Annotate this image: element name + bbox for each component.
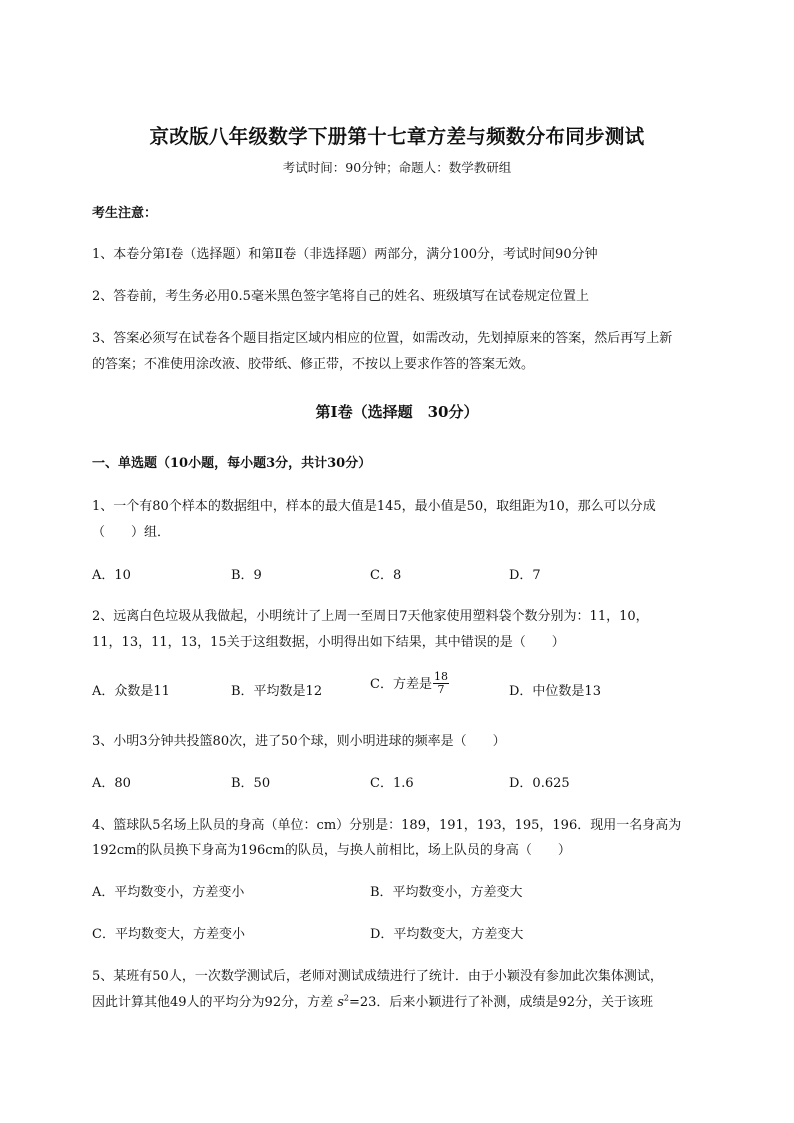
- question-4-text: 4、篮球队5名场上队员的身高（单位：cm）分别是：189，191，193，195，196．现用一名身高为: [92, 818, 682, 833]
- q3-option-a: A．80: [92, 776, 131, 791]
- notice-heading: 考生注意：: [92, 206, 158, 221]
- q2-option-a: A．众数是11: [92, 684, 170, 699]
- section-title: 第I卷（选择题 30分）: [315, 403, 479, 421]
- q4-option-b: B．平均数变小，方差变大: [370, 885, 523, 900]
- q5-text-part-a: 因此计算其他49人的平均分为92分，方差: [92, 995, 338, 1010]
- fraction-numerator: 18: [433, 670, 448, 683]
- q1-option-d: D．7: [509, 568, 541, 583]
- question-5-text-cont: [92, 991, 653, 1010]
- q4-option-d: D．平均数变大，方差变大: [370, 927, 524, 942]
- exam-info: 考试时间：90分钟；命题人：数学教研组: [282, 160, 512, 175]
- q1-option-c: C．8: [370, 568, 402, 583]
- q3-option-c: C．1.6: [370, 776, 414, 791]
- q2-option-c-label: C．方差是: [370, 677, 432, 692]
- question-2-text-cont: 11，13，11，13，15关于这组数据，小明得出如下结果，其中错误的是（ ）: [92, 635, 565, 650]
- notice-item-3: 3、答案必须写在试卷各个题目指定区域内相应的位置，如需改动，先划掉原来的答案，然后再写上新: [92, 331, 673, 346]
- question-2-text: 2、远离白色垃圾从我做起，小明统计了上周一至周日7天他家使用塑料袋个数分别为：11，10，: [92, 609, 649, 624]
- q3-option-b: B．50: [231, 776, 271, 791]
- q4-option-a: A．平均数变小，方差变小: [92, 885, 245, 900]
- fraction: [433, 671, 449, 696]
- document-title: 京改版八年级数学下册第十七章方差与频数分布同步测试: [149, 125, 645, 148]
- q1-option-b: B．9: [231, 568, 262, 583]
- q5-text-part-b: =23．后来小颖进行了补测，成绩是92分，关于该班: [348, 995, 653, 1010]
- variance-exponent: 2: [343, 993, 349, 1003]
- fraction-denominator: 7: [437, 683, 445, 696]
- variance-symbol: s: [337, 995, 344, 1010]
- q3-option-d: D．0.625: [509, 776, 570, 791]
- question-1-text: 1、一个有80个样本的数据组中，样本的最大值是145，最小值是50，取组距为10，那么可以分成: [92, 499, 656, 514]
- notice-item-1: 1、本卷分第I卷（选择题）和第Ⅱ卷（非选择题）两部分，满分100分，考试时间90分钟: [92, 247, 598, 262]
- question-3-text: 3、小明3分钟共投篮80次，进了50个球，则小明进球的频率是（ ）: [92, 734, 506, 749]
- part-heading: 一、单选题（10小题，每小题3分，共计30分）: [92, 456, 372, 471]
- notice-item-2: 2、答卷前，考生务必用0.5毫米黑色签字笔将自己的姓名、班级填写在试卷规定位置上: [92, 289, 589, 304]
- question-4-text-cont: 192cm的队员换下身高为196cm的队员，与换人前相比，场上队员的身高（ ）: [92, 843, 571, 858]
- q2-option-b: B．平均数是12: [231, 684, 323, 699]
- question-1-text-cont: （ ）组．: [92, 525, 171, 540]
- q1-option-a: A．10: [92, 568, 131, 583]
- q2-option-c: [370, 672, 449, 697]
- notice-item-3-cont: 的答案；不准使用涂改液、胶带纸、修正带，不按以上要求作答的答案无效。: [92, 357, 535, 372]
- q4-option-c: C．平均数变大，方差变小: [92, 927, 245, 942]
- question-5-text: 5、某班有50人，一次数学测试后，老师对测试成绩进行了统计．由于小颖没有参加此次集体测试，: [92, 969, 663, 984]
- q2-option-d: D．中位数是13: [509, 684, 601, 699]
